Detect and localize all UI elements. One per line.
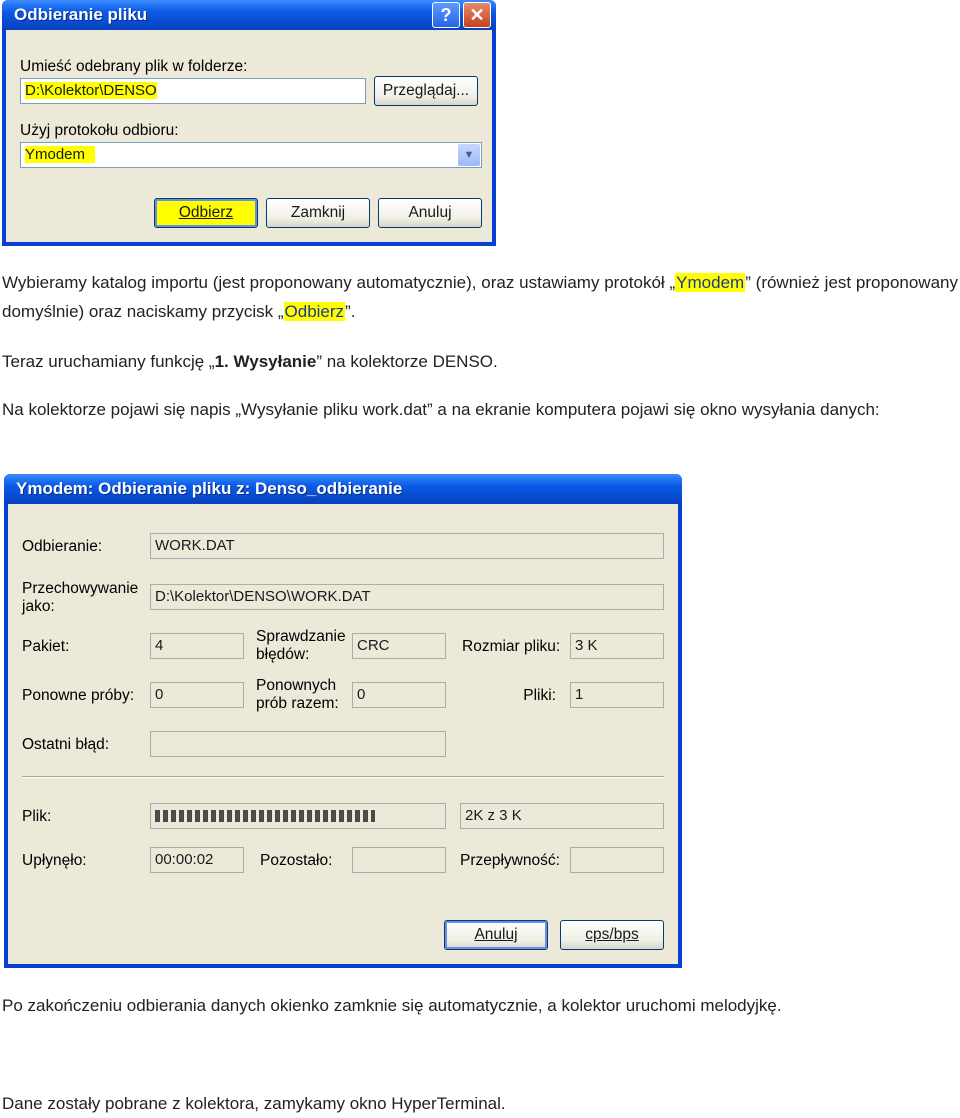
paragraph-2	[2, 347, 958, 376]
files-label: Pliki:	[523, 687, 556, 704]
stored-as-label	[22, 580, 138, 616]
cancel-button[interactable]: Anuluj	[378, 198, 482, 228]
p1-text-a: Wybieramy katalog importu (jest proponowany automatycznie), oraz ustawiamy protokół „	[2, 273, 676, 292]
protocol-value: Ymodem	[25, 146, 95, 163]
error-check-label	[256, 628, 346, 664]
total-retries-label	[256, 677, 339, 713]
dialog-title: Odbieranie pliku	[2, 0, 496, 30]
files-value: 1	[570, 682, 664, 708]
paragraph-1	[2, 268, 958, 326]
p1-text-c: ”.	[345, 302, 356, 321]
remaining-value	[352, 847, 446, 873]
packet-label: Pakiet:	[22, 638, 70, 655]
separator	[22, 776, 664, 778]
file-size-value: 3 K	[570, 633, 664, 659]
paragraph-5: Dane zostały pobrane z kolektora, zamykamy okno HyperTerminal.	[2, 1094, 506, 1113]
folder-label: Umieść odebrany plik w folderze:	[20, 58, 248, 75]
browse-button[interactable]: Przeglądaj...	[374, 76, 478, 106]
file-progress-bar	[150, 803, 446, 829]
close-icon[interactable]: ✕	[463, 2, 491, 28]
throughput-label: Przepływność:	[460, 852, 560, 869]
keyword-ymodem: Ymodem	[676, 273, 745, 292]
chevron-down-icon[interactable]: ▼	[458, 144, 480, 166]
ymodem-dialog	[4, 474, 682, 968]
protocol-label: Użyj protokołu odbioru:	[20, 122, 179, 139]
p2-text-a: Teraz uruchamiany funkcję „	[2, 352, 215, 371]
cps-bps-label: cps/bps	[585, 926, 639, 943]
help-button[interactable]: ?	[432, 2, 460, 28]
ymodem-dialog-body	[8, 504, 678, 964]
dialog-body	[6, 30, 492, 242]
close-button[interactable]: Zamknij	[266, 198, 370, 228]
file-label: Plik:	[22, 808, 52, 825]
receive-button-label: Odbierz	[178, 204, 234, 221]
retries-label: Ponowne próby:	[22, 687, 135, 704]
stored-as-value: D:\Kolektor\DENSO\WORK.DAT	[150, 584, 664, 610]
elapsed-value: 00:00:02	[150, 847, 244, 873]
function-name: 1. Wysyłanie	[214, 352, 317, 371]
p1-text-b: ” (również jest proponowany domyślnie) oraz naciskamy przycisk „	[2, 273, 958, 321]
stored-as-label-line2: jako:	[22, 598, 55, 615]
p2-text-b: ” na kolektorze DENSO.	[316, 352, 498, 371]
throughput-value	[570, 847, 664, 873]
cancel-transfer-label: Anuluj	[474, 926, 518, 943]
error-check-value: CRC	[352, 633, 446, 659]
paragraph-4: Po zakończeniu odbierania danych okienko zamknie się automatycznie, a kolektor uruchomi melodyjkę.	[2, 996, 782, 1015]
error-check-line2: błędów:	[256, 646, 310, 663]
ymodem-dialog-title: Ymodem: Odbieranie pliku z: Denso_odbieranie	[4, 474, 682, 504]
total-retries-value: 0	[352, 682, 446, 708]
cps-bps-button[interactable]	[560, 920, 664, 950]
cancel-transfer-button[interactable]	[444, 920, 548, 950]
total-retries-line2: prób razem:	[256, 695, 339, 712]
last-error-value	[150, 731, 446, 757]
receive-file-dialog	[2, 0, 496, 246]
file-progress-fill	[155, 810, 375, 822]
paragraph-3: Na kolektorze pojawi się napis „Wysyłanie pliku work.dat” a na ekranie komputera pojawi się okno wysyłania danych:	[2, 400, 880, 419]
receive-button[interactable]	[154, 198, 258, 228]
total-retries-line1: Ponownych	[256, 677, 337, 694]
retries-value: 0	[150, 682, 244, 708]
receiving-value: WORK.DAT	[150, 533, 664, 559]
last-error-label: Ostatni błąd:	[22, 736, 110, 753]
stored-as-label-line1: Przechowywanie	[22, 580, 139, 597]
packet-value: 4	[150, 633, 244, 659]
elapsed-label: Upłynęło:	[22, 852, 87, 869]
remaining-label: Pozostało:	[260, 852, 333, 869]
receiving-label: Odbieranie:	[22, 538, 103, 555]
keyword-odbierz: Odbierz	[284, 302, 345, 321]
folder-value: D:\Kolektor\DENSO	[25, 82, 157, 99]
file-progress-text: 2K z 3 K	[460, 803, 664, 829]
protocol-select[interactable]	[20, 142, 482, 168]
file-size-label: Rozmiar pliku:	[462, 638, 561, 655]
error-check-line1: Sprawdzanie	[256, 628, 346, 645]
folder-input[interactable]	[20, 78, 366, 104]
